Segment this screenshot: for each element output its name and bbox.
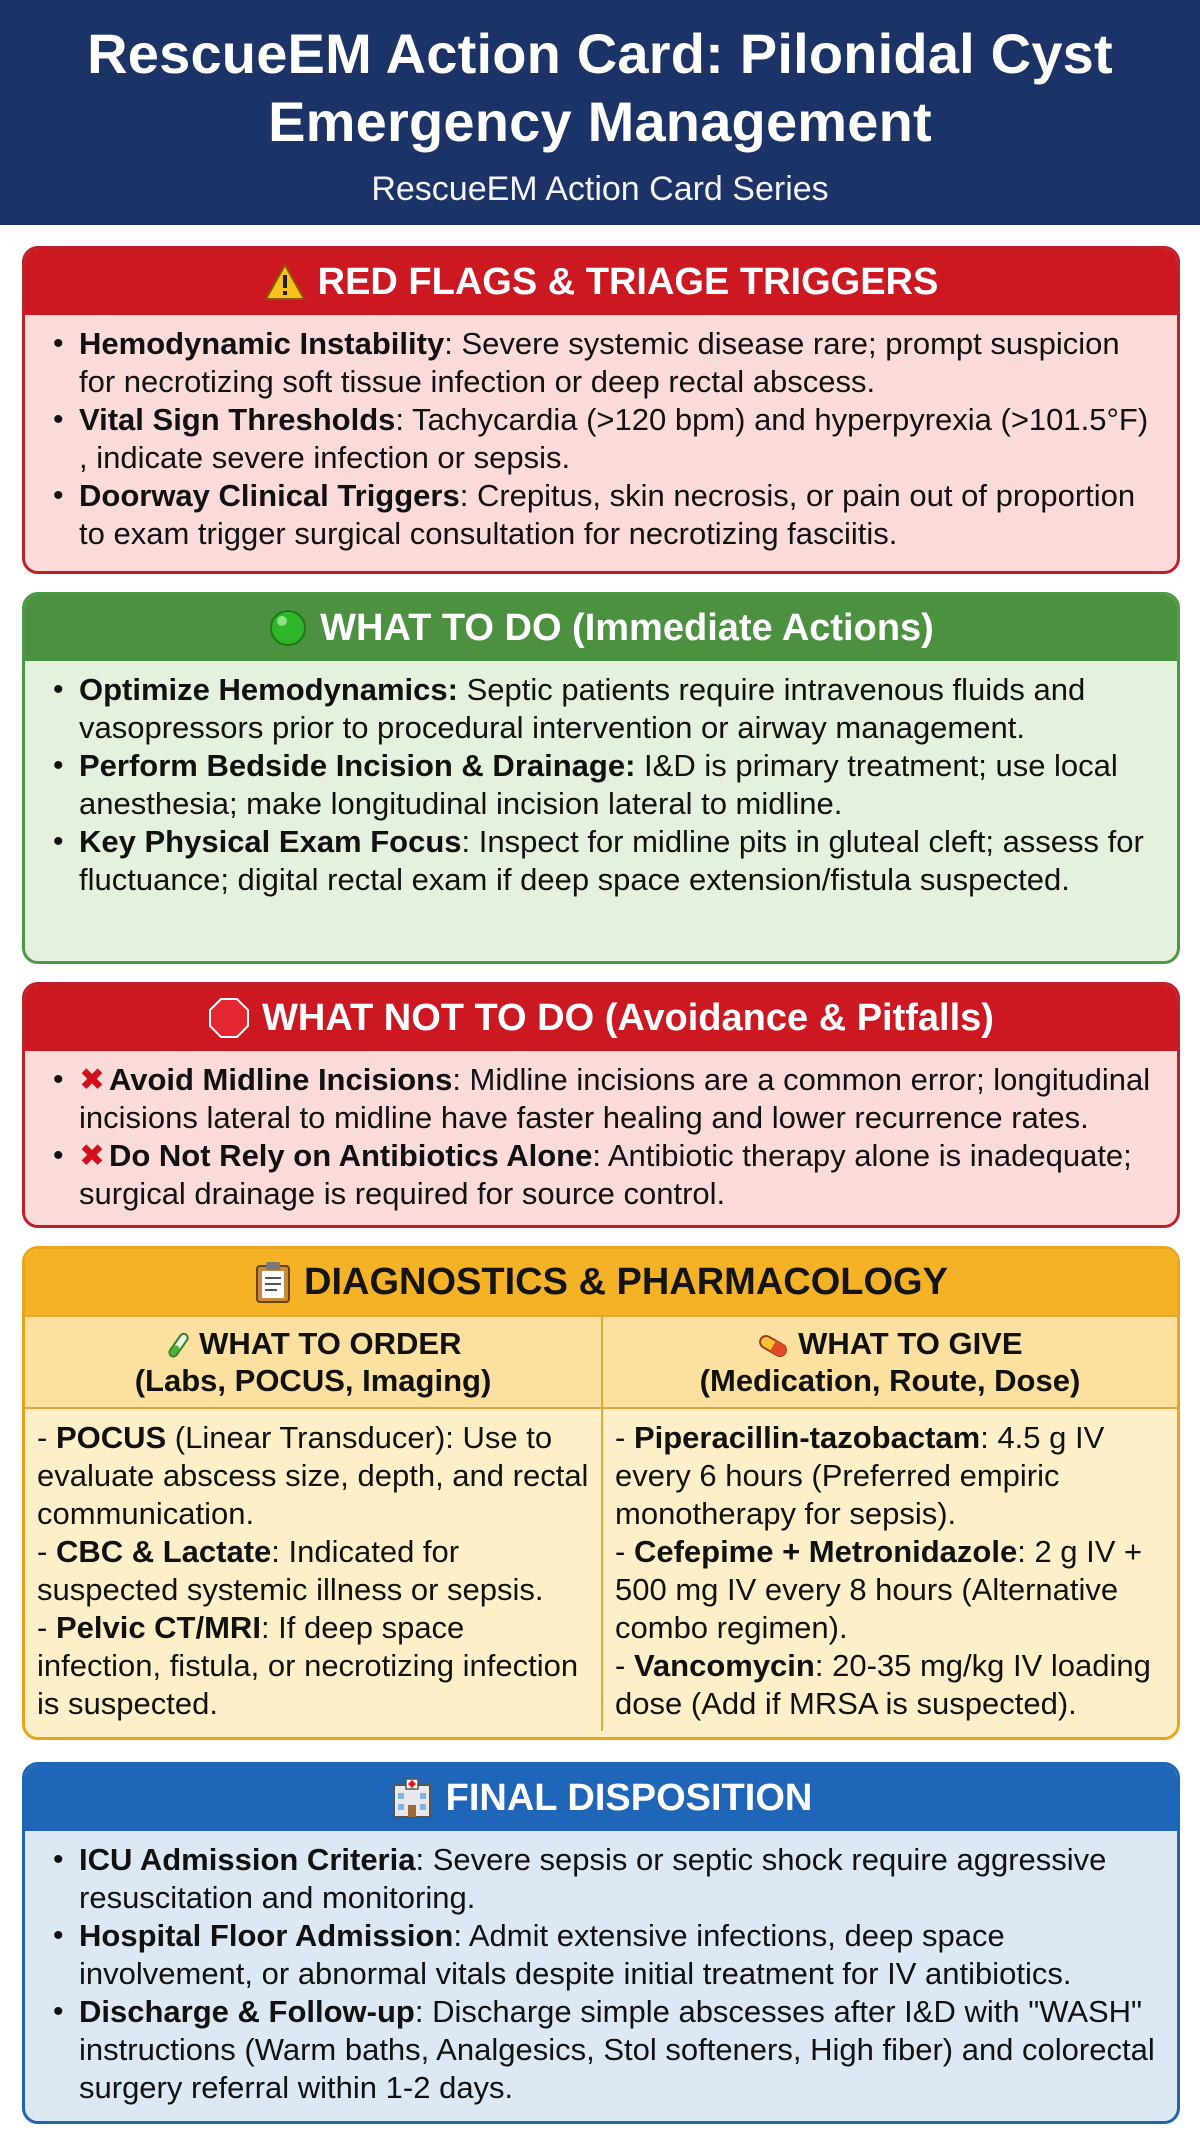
what-to-do-card	[22, 592, 1180, 964]
list-item: • ✖ Do Not Rely on Antibiotics Alone: Antibiotic therapy alone is inadequate; surgical drainage is required for source control.	[53, 1138, 1132, 1211]
list-item: • Doorway Clinical Triggers: Crepitus, skin necrosis, or pain out of proportion to exam trigger surgical consultation for necrotizing fasciitis.	[53, 478, 1136, 551]
what-to-give-body	[603, 1409, 1177, 1731]
what-to-do-body	[25, 661, 1177, 907]
list-item: - Piperacillin-tazobactam: 4.5 g IV every 6 hours (Preferred empiric monotherapy for sepsis).	[615, 1420, 1105, 1531]
diagnostics-card	[22, 1246, 1180, 1740]
page-subtitle: RescueEM Action Card Series	[371, 170, 829, 208]
test-tube-icon	[165, 1331, 191, 1361]
title-line-2: Emergency Management	[268, 90, 932, 153]
list-item: - Vancomycin: 20-35 mg/kg IV loading dose (Add if MRSA is suspected).	[615, 1648, 1151, 1721]
what-not-to-do-header	[25, 985, 1177, 1051]
cross-mark-icon: ✖	[79, 1138, 105, 1173]
list-item: • Hospital Floor Admission: Admit extensive infections, deep space involvement, or abnormal vitals despite initial treatment for IV antibiotics.	[53, 1918, 1072, 1991]
green-circle-icon	[268, 608, 308, 648]
list-item: - CBC & Lactate: Indicated for suspected systemic illness or sepsis.	[37, 1534, 544, 1607]
cross-mark-icon: ✖	[79, 1062, 105, 1097]
list-item: • ICU Admission Criteria: Severe sepsis or septic shock require aggressive resuscitation and monitoring.	[53, 1842, 1107, 1915]
diagnostics-title: DIAGNOSTICS & PHARMACOLOGY	[304, 1260, 948, 1303]
red-flags-title: RED FLAGS & TRIAGE TRIGGERS	[317, 260, 939, 303]
title-line-1: RescueEM Action Card: Pilonidal Cyst	[87, 22, 1113, 85]
disposition-header	[25, 1765, 1177, 1831]
diagnostics-columns	[25, 1315, 1177, 1731]
list-item: - Pelvic CT/MRI: If deep space infection, fistula, or necrotizing infection is suspected.	[37, 1610, 579, 1721]
list-item: • Hemodynamic Instability: Severe systemic disease rare; prompt suspicion for necrotizing soft tissue infection or deep rectal abscess.	[53, 326, 1120, 399]
what-not-to-do-body	[25, 1051, 1177, 1221]
hospital-icon	[390, 1777, 434, 1819]
what-to-order-header: WHAT TO ORDER (Labs, POCUS, Imaging)	[25, 1317, 601, 1409]
warning-icon	[264, 263, 306, 301]
list-item: - POCUS (Linear Transducer): Use to evaluate abscess size, depth, and rectal communication.	[37, 1420, 589, 1531]
red-flags-body	[25, 315, 1177, 561]
what-to-do-header	[25, 595, 1177, 661]
red-flags-header	[25, 249, 1177, 315]
what-to-do-title: WHAT TO DO (Immediate Actions)	[320, 606, 934, 649]
list-item: • Vital Sign Thresholds: Tachycardia (>120 bpm) and hyperpyrexia (>101.5°F) , indicate severe infection or sepsis.	[53, 402, 1149, 475]
header	[0, 0, 1200, 225]
what-to-order-column	[25, 1317, 601, 1731]
list-item: • Optimize Hemodynamics: Septic patients require intravenous fluids and vasopressors prior to procedural intervention or airway management.	[53, 672, 1086, 745]
pill-icon	[757, 1333, 789, 1359]
stop-sign-icon	[208, 997, 250, 1039]
red-flags-card	[22, 246, 1180, 574]
what-not-to-do-title: WHAT NOT TO DO (Avoidance & Pitfalls)	[262, 996, 994, 1039]
what-to-give-header: WHAT TO GIVE (Medication, Route, Dose)	[603, 1317, 1177, 1409]
list-item: - Cefepime + Metronidazole: 2 g IV + 500 mg IV every 8 hours (Alternative combo regimen).	[615, 1534, 1143, 1645]
what-not-to-do-card	[22, 982, 1180, 1228]
page-title	[0, 20, 1200, 156]
clipboard-icon	[254, 1260, 292, 1304]
disposition-title: FINAL DISPOSITION	[445, 1776, 813, 1819]
list-item: • Perform Bedside Incision & Drainage: I&D is primary treatment; use local anesthesia; make longitudinal incision lateral to midline.	[53, 748, 1118, 821]
disposition-body	[25, 1831, 1177, 2115]
what-to-give-column	[601, 1317, 1177, 1731]
disposition-card	[22, 1762, 1180, 2124]
list-item: • Discharge & Follow-up: Discharge simple abscesses after I&D with "WASH" instructions (Warm baths, Analgesics, Stol softeners, High fiber) and colorectal surgery referral within 1-2 days.	[53, 1994, 1155, 2105]
what-to-order-body	[25, 1409, 601, 1731]
list-item: • Key Physical Exam Focus: Inspect for midline pits in gluteal cleft; assess for fluctuance; digital rectal exam if deep space extension/fistula suspected.	[53, 824, 1144, 897]
list-item: • ✖ Avoid Midline Incisions: Midline incisions are a common error; longitudinal incisions lateral to midline have faster healing and lower recurrence rates.	[53, 1062, 1151, 1135]
diagnostics-header	[25, 1249, 1177, 1315]
